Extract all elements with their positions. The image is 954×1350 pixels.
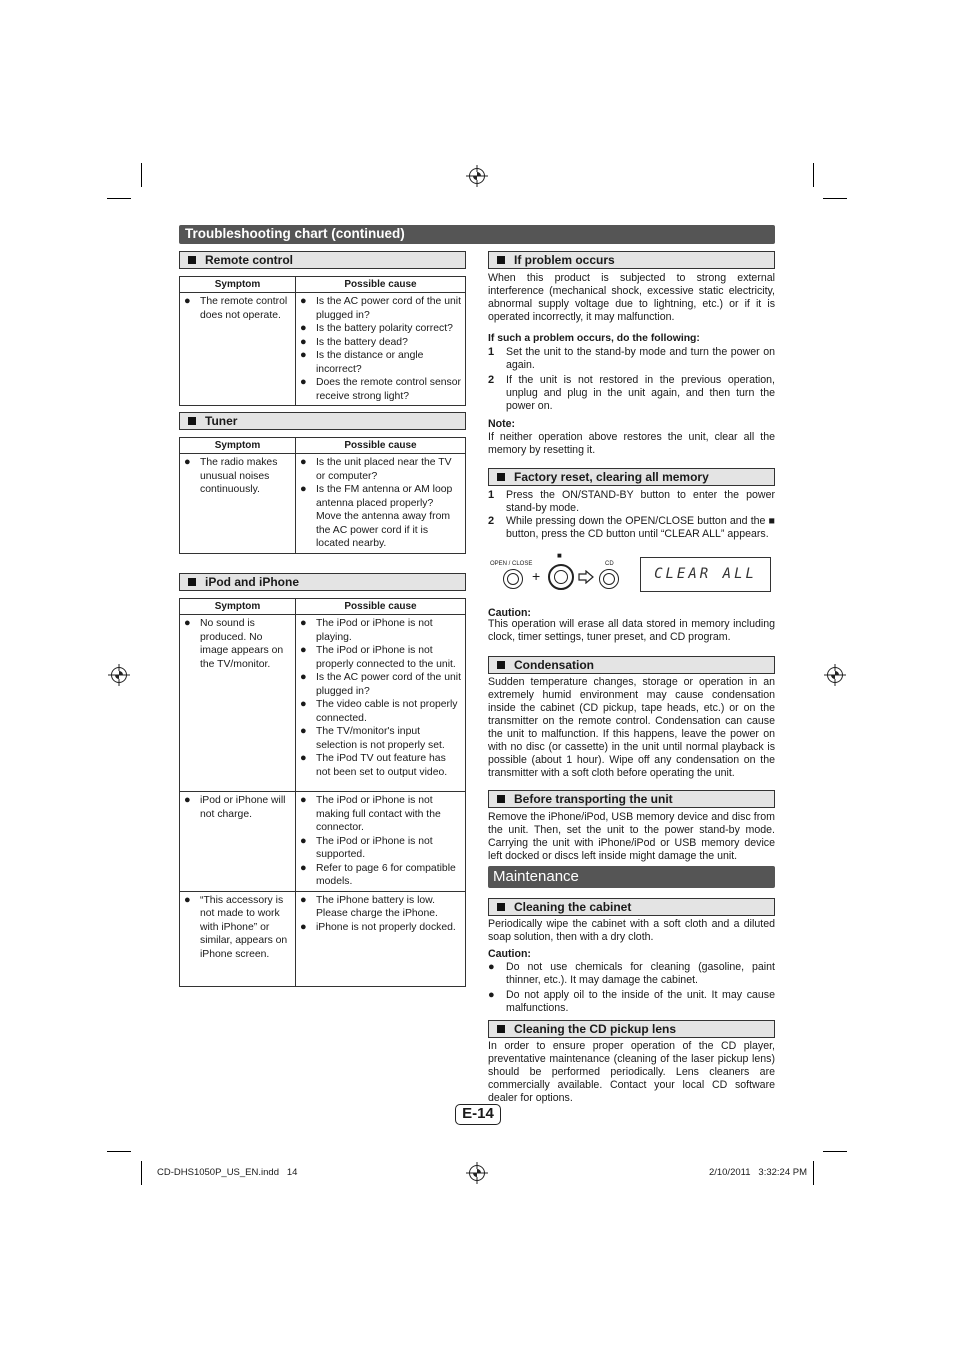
transport-text: Remove the iPhone/iPod, USB memory device and disc from the unit. Then, set the unit to the power stand-by mode. Carrying the unit with iPhone/iPod or USB memory device left docked or discs left inside might damage the unit. bbox=[488, 811, 775, 862]
table-row: ● The radio makes unusual noises continuously. ● Is the unit placed near the TV or computer? ● Is the FM antenna or AM loop antenna placed properly? Move the antenna away from the AC power cord if it is located nearby. bbox=[180, 454, 466, 554]
col-header-cause: Possible cause bbox=[296, 277, 466, 293]
caution-label: Caution: bbox=[488, 607, 531, 619]
cabinet-caution-list bbox=[488, 961, 775, 1015]
footer-timestamp: 2/10/2011 3:32:24 PM bbox=[708, 1167, 807, 1178]
cause-text: Is the FM antenna or AM loop antenna placed properly? Move the antenna away from the AC power cord if it is located nearby. bbox=[316, 484, 453, 549]
col-header-cause: Possible cause bbox=[296, 599, 466, 615]
note-text: If neither operation above restores the unit, clear all the memory by resetting it. bbox=[488, 431, 775, 456]
list-item: ● Do not use chemicals for cleaning (gasoline, paint thinner, etc.). It may damage the cabinet. bbox=[488, 961, 775, 986]
cause-text: The iPhone battery is low. Please charge the iPhone. bbox=[316, 894, 438, 919]
cause-text: Is the battery dead? bbox=[316, 336, 408, 348]
crop-mark bbox=[813, 163, 814, 187]
symptom-text: The remote control does not operate. bbox=[200, 296, 288, 321]
crop-mark bbox=[141, 1161, 142, 1185]
cause-text: iPhone is not properly docked. bbox=[316, 921, 456, 933]
registration-mark-icon bbox=[469, 168, 485, 184]
square-bullet-icon bbox=[497, 795, 505, 803]
plus-sign: + bbox=[532, 568, 541, 584]
symptom-text: The radio makes unusual noises continuously. bbox=[200, 457, 278, 495]
cd-button-icon bbox=[599, 569, 619, 589]
square-bullet-icon bbox=[497, 903, 505, 911]
table-row: ● No sound is produced. No image appears on the TV/monitor. ● The iPod or iPhone is not playing. ● The iPod or iPhone is not properly connected to the unit. ● Is the AC power cord of the unit plugged in? ● The video cable is not properly connected. ● The TV/monitor's input selection is not properly set. ● The iPod TV out feature has not been set to output video. bbox=[180, 615, 466, 792]
open-close-label: OPEN / CLOSE bbox=[490, 561, 533, 567]
cause-text: The iPod or iPhone is not properly connected to the unit. bbox=[316, 645, 456, 670]
crop-mark bbox=[823, 198, 847, 199]
tuner-table bbox=[179, 437, 466, 554]
section-heading-cd-pickup: Cleaning the CD pickup lens bbox=[488, 1020, 775, 1038]
crop-mark bbox=[141, 163, 142, 187]
stop-button-icon bbox=[548, 564, 574, 590]
registration-mark-icon bbox=[111, 667, 127, 683]
main-heading: Troubleshooting chart (continued) bbox=[179, 225, 775, 244]
cause-text: The iPod or iPhone is not supported. bbox=[316, 835, 433, 860]
symptom-text: No sound is produced. No image appears on the TV/monitor. bbox=[200, 618, 284, 670]
list-item: ● Do not apply oil to the inside of the unit. It may cause malfunctions. bbox=[488, 989, 775, 1014]
cabinet-text: Periodically wipe the cabinet with a soft cloth and a diluted soap solution, then with a dry cloth. bbox=[488, 918, 775, 943]
table-row: ● iPod or iPhone will not charge. ● The iPod or iPhone is not making full contact with the connector. ● The iPod or iPhone is not supported. ● Refer to page 6 for compatible models. bbox=[180, 792, 466, 892]
square-bullet-icon bbox=[497, 256, 505, 264]
cause-text: Is the AC power cord of the unit plugged in? bbox=[316, 296, 461, 321]
square-bullet-icon bbox=[497, 661, 505, 669]
crop-mark bbox=[107, 198, 131, 199]
section-heading-cabinet: Cleaning the cabinet bbox=[488, 898, 775, 916]
cause-text: Is the distance or angle incorrect? bbox=[316, 350, 424, 375]
square-bullet-icon bbox=[188, 256, 196, 264]
page-number: E-14 bbox=[455, 1104, 501, 1125]
list-item: 2 If the unit is not restored in the previous operation, unplug and plug in the unit again, and then turn the power on. bbox=[488, 374, 775, 412]
if-problem-intro: When this product is subjected to strong external interference (mechanical shock, excessive static electricity, abnormal supply voltage due to lightning, etc.) or if it is operated incorrectly, it may malfunction. bbox=[488, 272, 775, 323]
list-item: 1 Press the ON/STAND-BY button to enter the power stand-by mode. bbox=[488, 489, 775, 514]
cause-text: Is the AC power cord of the unit plugged in? bbox=[316, 672, 461, 697]
cd-label: CD bbox=[605, 561, 614, 567]
col-header-symptom: Symptom bbox=[180, 599, 296, 615]
crop-mark bbox=[823, 1151, 847, 1152]
section-heading-tuner: Tuner bbox=[179, 412, 466, 430]
cause-text: Is the battery polarity correct? bbox=[316, 323, 453, 334]
square-bullet-icon bbox=[188, 417, 196, 425]
table-row: ● “This accessory is not made to work with iPhone” or similar, appears on iPhone screen. ● The iPhone battery is low. Please charge the iPhone. ● iPhone is not properly docked. bbox=[180, 891, 466, 986]
cd-pickup-text: In order to ensure proper operation of the CD player, preventative maintenance (cleaning of the laser pickup lens) should be performed periodically. Lens cleaners are commercially available. Contact your local CD software dealer for options. bbox=[488, 1040, 775, 1104]
condensation-text: Sudden temperature changes, storage or operation in an extremely humid environment may cause condensation inside the cabinet (CD pickup, tape heads, etc.) or on the transmitter on the remote control. Condensation can cause the unit to malfunction. If this happens, leave the power on with no disc (or cassette) in the unit until normal playback is possible (about 1 hour). Wipe off any condensation on the transmitter with a soft cloth before operating the unit. bbox=[488, 676, 775, 779]
cause-text: Does the remote control sensor receive strong light? bbox=[316, 377, 461, 402]
section-heading-ipod: iPod and iPhone bbox=[179, 573, 466, 591]
square-bullet-icon bbox=[497, 473, 505, 481]
cause-text: The TV/monitor's input selection is not properly set. bbox=[316, 726, 445, 751]
registration-mark-icon bbox=[827, 667, 843, 683]
crop-mark bbox=[813, 1161, 814, 1185]
section-heading-remote: Remote control bbox=[179, 251, 466, 269]
list-item: 1 Set the unit to the stand-by mode and turn the power on again. bbox=[488, 346, 775, 371]
section-heading-if-problem: If problem occurs bbox=[488, 251, 775, 269]
cause-text: The iPod or iPhone is not playing. bbox=[316, 618, 433, 643]
registration-mark-icon bbox=[469, 1165, 485, 1181]
note-label: Note: bbox=[488, 418, 516, 430]
list-item: 2 While pressing down the OPEN/CLOSE button and the ■ button, press the CD button until “CLEAR ALL” appears. bbox=[488, 515, 775, 540]
table-row: ● The remote control does not operate. ● Is the AC power cord of the unit plugged in? ● Is the battery polarity correct? ● Is the battery dead? ● Is the distance or angle incorrect? ● Does the remote control sensor receive strong light? bbox=[180, 293, 466, 406]
cabinet-caution-label: Caution: bbox=[488, 948, 531, 960]
remote-table bbox=[179, 276, 466, 406]
square-bullet-icon bbox=[188, 578, 196, 586]
lcd-display: CLEAR ALL bbox=[640, 557, 771, 592]
col-header-symptom: Symptom bbox=[180, 277, 296, 293]
section-heading-condensation: Condensation bbox=[488, 656, 775, 674]
maintenance-heading: Maintenance bbox=[488, 866, 775, 888]
ipod-table bbox=[179, 598, 466, 987]
stop-symbol-icon: ■ bbox=[557, 551, 562, 560]
arrow-right-icon bbox=[578, 570, 594, 584]
col-header-symptom: Symptom bbox=[180, 438, 296, 454]
symptom-text: iPod or iPhone will not charge. bbox=[200, 795, 286, 820]
cause-text: Refer to page 6 for compatible models. bbox=[316, 862, 456, 887]
footer-file: CD-DHS1050P_US_EN.indd 14 bbox=[157, 1167, 298, 1178]
open-close-button-icon bbox=[503, 569, 523, 589]
square-bullet-icon bbox=[497, 1025, 505, 1033]
if-problem-subhead: If such a problem occurs, do the following: bbox=[488, 333, 700, 344]
section-heading-factory-reset: Factory reset, clearing all memory bbox=[488, 468, 775, 486]
crop-mark bbox=[107, 1151, 131, 1152]
if-problem-steps bbox=[488, 346, 775, 415]
cause-text: The video cable is not properly connected. bbox=[316, 699, 458, 724]
cause-text: The iPod TV out feature has not been set to output video. bbox=[316, 753, 448, 778]
col-header-cause: Possible cause bbox=[296, 438, 466, 454]
caution-text: This operation will erase all data stored in memory including clock, timer settings, tuner preset, and CD program. bbox=[488, 618, 775, 643]
cause-text: Is the unit placed near the TV or computer? bbox=[316, 457, 452, 482]
cause-text: The iPod or iPhone is not making full contact with the connector. bbox=[316, 795, 441, 833]
factory-reset-steps bbox=[488, 489, 775, 543]
symptom-text: “This accessory is not made to work with iPhone” or similar, appears on iPhone screen. bbox=[200, 894, 288, 960]
section-heading-transport: Before transporting the unit bbox=[488, 790, 775, 808]
